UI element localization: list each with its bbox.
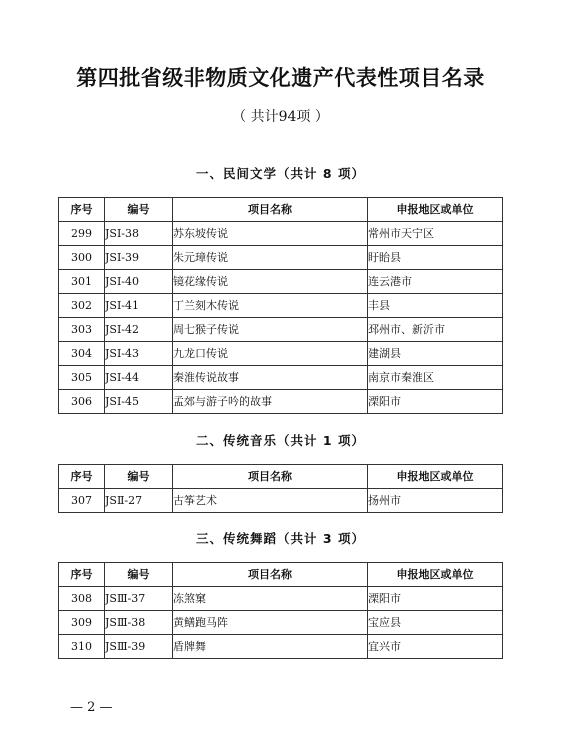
- cell-name: 镜花缘传说: [173, 270, 368, 294]
- column-header-name: 项目名称: [173, 465, 368, 489]
- cell-name: 古筝艺术: [173, 489, 368, 513]
- table-row: [59, 390, 503, 414]
- cell-name: 孟郊与游子吟的故事: [173, 390, 368, 414]
- cell-name: 冻煞窠: [173, 587, 368, 611]
- cell-seq: 306: [59, 390, 105, 414]
- table-row: [59, 489, 503, 513]
- cell-region: 溧阳市: [368, 390, 503, 414]
- cell-name: 黄鳝跑马阵: [173, 611, 368, 635]
- table-folk-literature: [58, 197, 503, 414]
- table-row: [59, 246, 503, 270]
- cell-code: JSⅠ-39: [105, 246, 173, 270]
- table-row: [59, 294, 503, 318]
- document-title: 第四批省级非物质文化遗产代表性项目名录: [76, 66, 485, 90]
- cell-region: 宜兴市: [368, 635, 503, 659]
- cell-seq: 305: [59, 366, 105, 390]
- table-header-row: [59, 198, 503, 222]
- cell-name: 九龙口传说: [173, 342, 368, 366]
- column-header-code: 编号: [105, 563, 173, 587]
- cell-name: 秦淮传说故事: [173, 366, 368, 390]
- cell-region: 扬州市: [368, 489, 503, 513]
- cell-name: 丁兰刻木传说: [173, 294, 368, 318]
- table-traditional-dance: [58, 562, 503, 659]
- table-row: [59, 587, 503, 611]
- cell-seq: 307: [59, 489, 105, 513]
- cell-region: 连云港市: [368, 270, 503, 294]
- cell-region: 溧阳市: [368, 587, 503, 611]
- cell-name: 朱元璋传说: [173, 246, 368, 270]
- table-row: [59, 366, 503, 390]
- table-row: [59, 270, 503, 294]
- column-header-region: 申报地区或单位: [368, 563, 503, 587]
- cell-region: 宝应县: [368, 611, 503, 635]
- column-header-name: 项目名称: [173, 198, 368, 222]
- cell-code: JSⅠ-44: [105, 366, 173, 390]
- cell-code: JSⅠ-40: [105, 270, 173, 294]
- cell-seq: 301: [59, 270, 105, 294]
- cell-region: 建湖县: [368, 342, 503, 366]
- cell-name: 苏东坡传说: [173, 222, 368, 246]
- cell-code: JSⅢ-39: [105, 635, 173, 659]
- cell-code: JSⅠ-45: [105, 390, 173, 414]
- cell-seq: 310: [59, 635, 105, 659]
- cell-seq: 303: [59, 318, 105, 342]
- table-header-row: [59, 465, 503, 489]
- cell-code: JSⅡ-27: [105, 489, 173, 513]
- cell-region: 盱眙县: [368, 246, 503, 270]
- cell-code: JSⅠ-43: [105, 342, 173, 366]
- cell-region: 常州市天宁区: [368, 222, 503, 246]
- cell-code: JSⅠ-38: [105, 222, 173, 246]
- document-subtitle: （ 共计94项 ）: [232, 109, 329, 125]
- table-row: [59, 342, 503, 366]
- cell-name: 盾牌舞: [173, 635, 368, 659]
- column-header-code: 编号: [105, 465, 173, 489]
- column-header-region: 申报地区或单位: [368, 198, 503, 222]
- cell-code: JSⅠ-42: [105, 318, 173, 342]
- cell-name: 周七猴子传说: [173, 318, 368, 342]
- column-header-region: 申报地区或单位: [368, 465, 503, 489]
- table-traditional-music: [58, 464, 503, 513]
- cell-seq: 309: [59, 611, 105, 635]
- cell-code: JSⅢ-37: [105, 587, 173, 611]
- cell-region: 丰县: [368, 294, 503, 318]
- table-row: [59, 222, 503, 246]
- page-number: — 2 —: [70, 700, 113, 715]
- column-header-seq: 序号: [59, 465, 105, 489]
- cell-region: 邳州市、新沂市: [368, 318, 503, 342]
- section-title-traditional-dance: 三、传统舞蹈（共计 3 项）: [196, 531, 365, 546]
- section-title-traditional-music: 二、传统音乐（共计 1 项）: [196, 433, 365, 448]
- cell-seq: 299: [59, 222, 105, 246]
- table-row: [59, 611, 503, 635]
- cell-code: JSⅠ-41: [105, 294, 173, 318]
- table-header-row: [59, 563, 503, 587]
- cell-seq: 304: [59, 342, 105, 366]
- cell-code: JSⅢ-38: [105, 611, 173, 635]
- column-header-name: 项目名称: [173, 563, 368, 587]
- cell-seq: 302: [59, 294, 105, 318]
- table-row: [59, 318, 503, 342]
- column-header-seq: 序号: [59, 198, 105, 222]
- cell-seq: 308: [59, 587, 105, 611]
- table-row: [59, 635, 503, 659]
- column-header-code: 编号: [105, 198, 173, 222]
- cell-seq: 300: [59, 246, 105, 270]
- column-header-seq: 序号: [59, 563, 105, 587]
- cell-region: 南京市秦淮区: [368, 366, 503, 390]
- section-title-folk-literature: 一、民间文学（共计 8 项）: [196, 166, 365, 181]
